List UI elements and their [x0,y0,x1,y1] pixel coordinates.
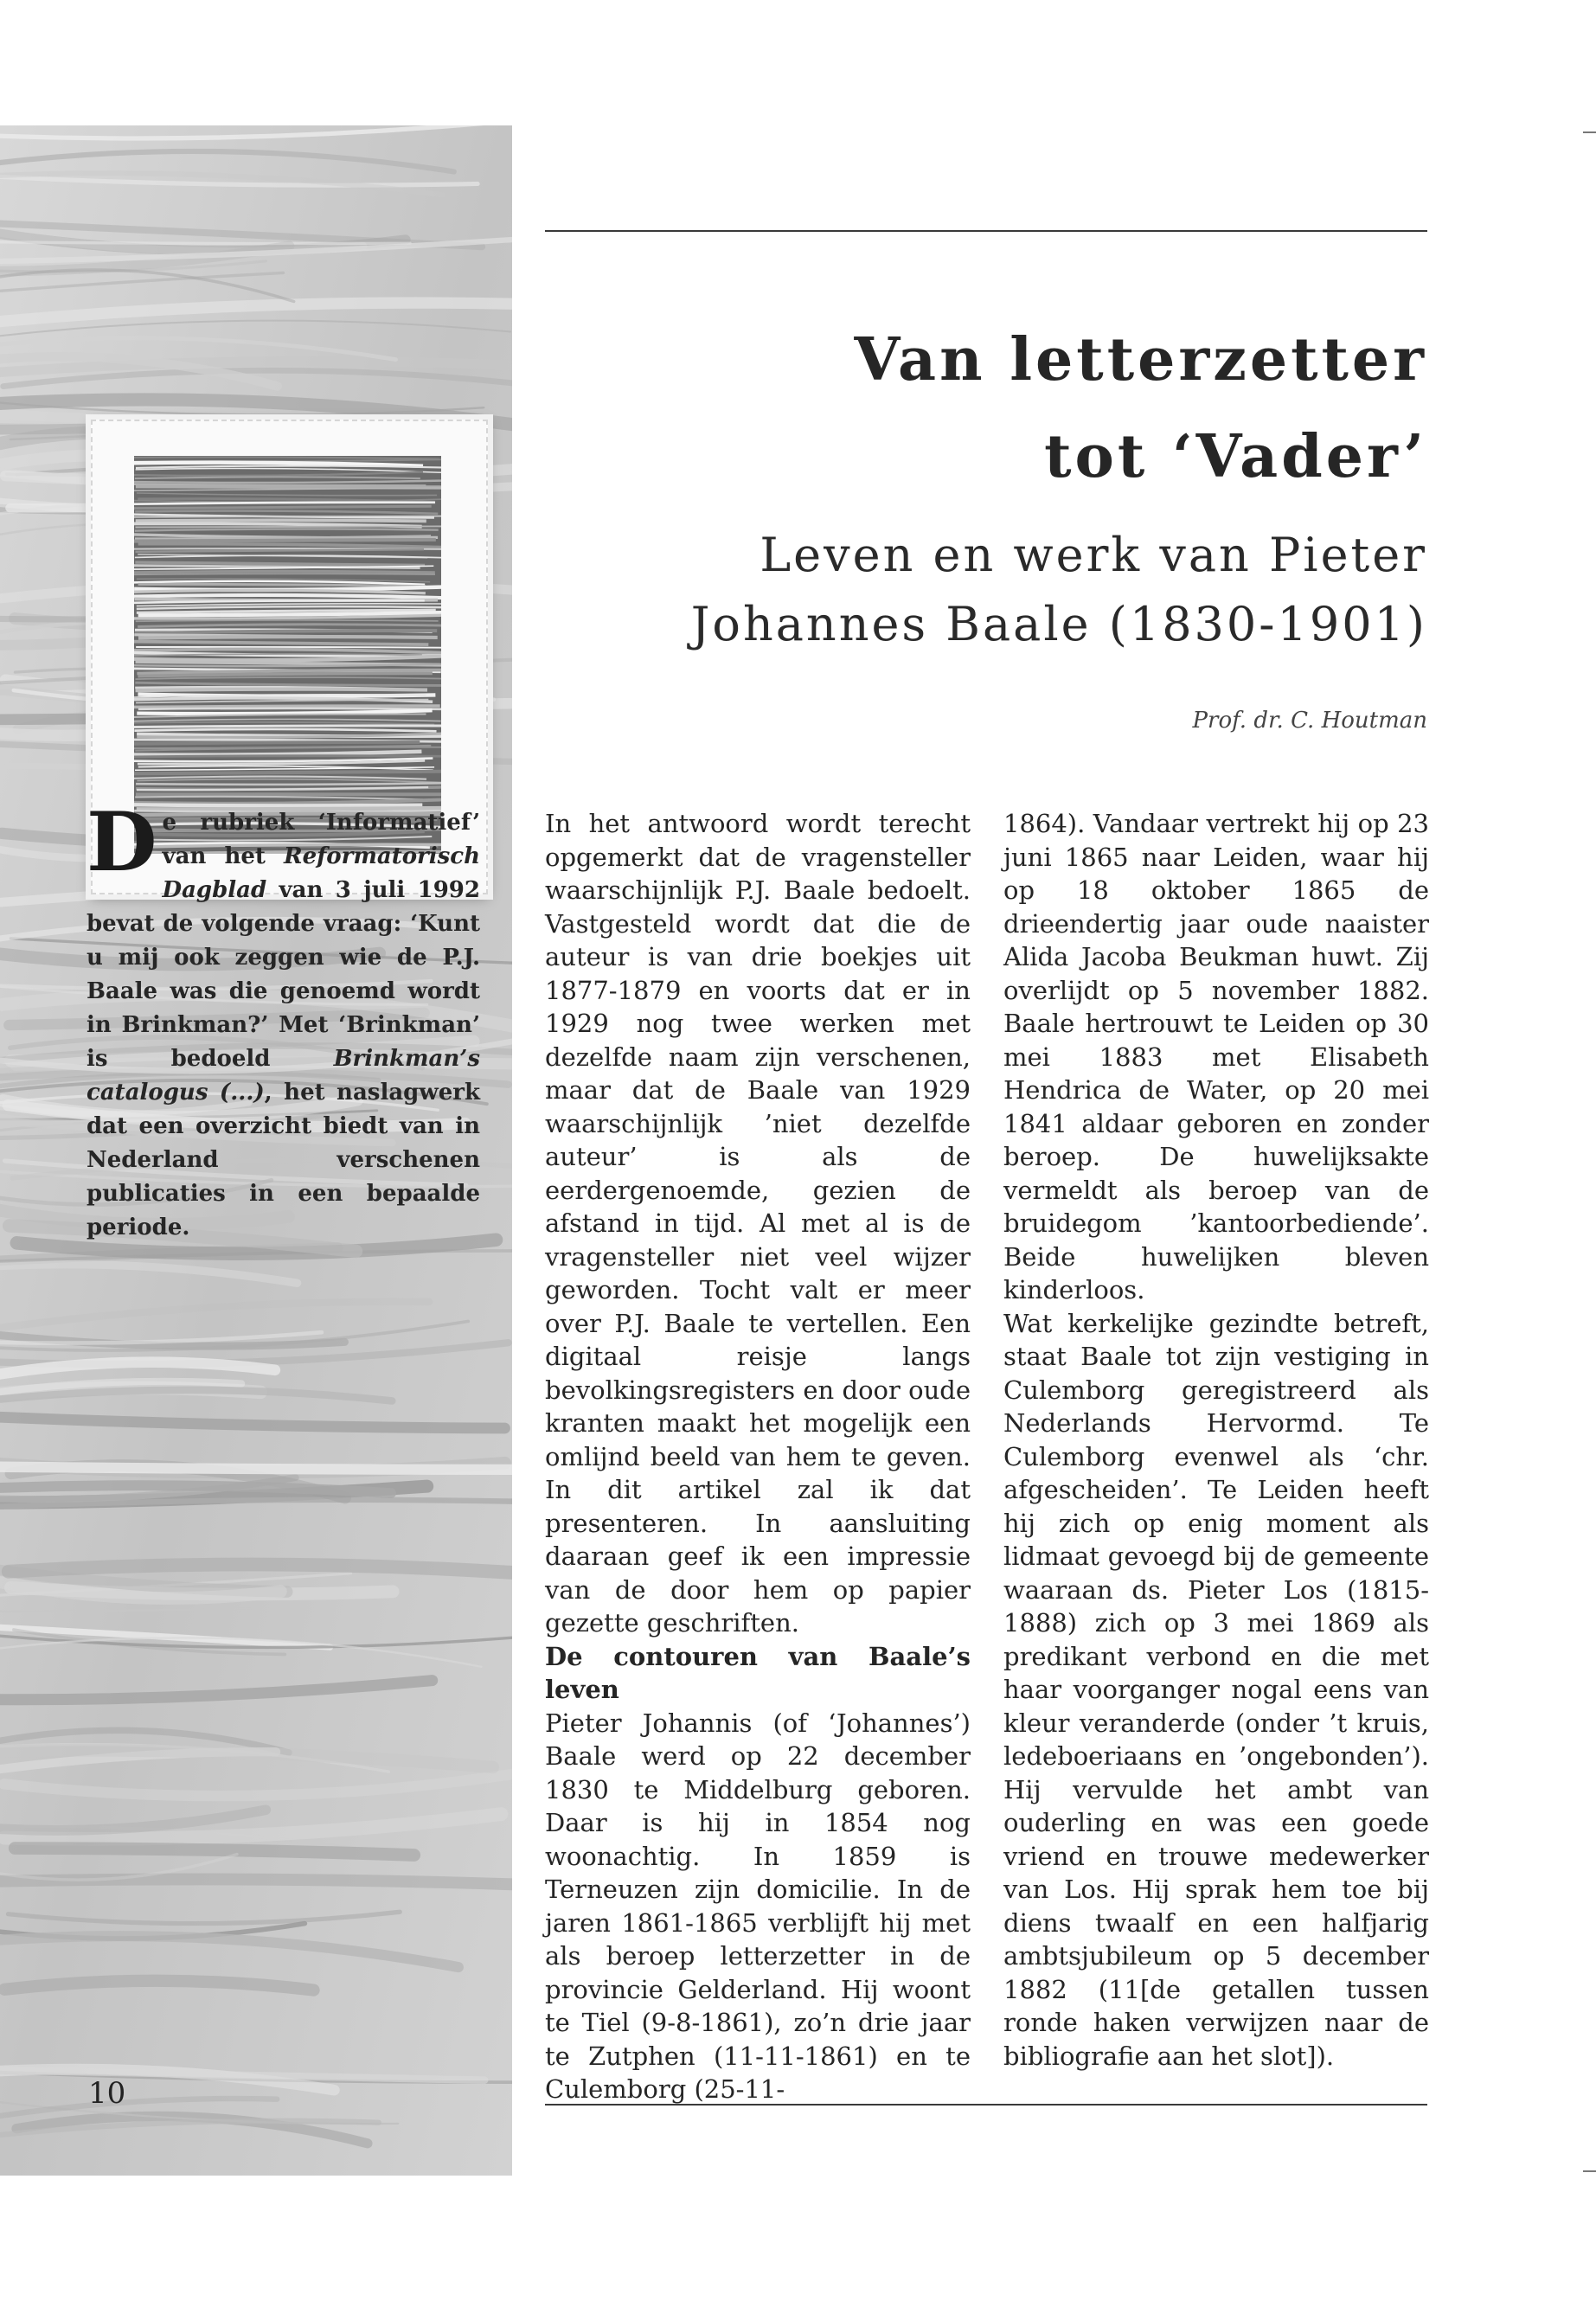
section-heading: De contouren van Baale’s leven [545,1641,971,1704]
bottom-rule [545,2104,1427,2106]
drop-cap: D [87,795,157,890]
intro-text [87,795,480,1245]
title-line-1: Van letterzetter [854,325,1427,394]
paper-stack-photo [134,456,441,854]
title-line-2: tot ‘Vader’ [1044,422,1427,491]
text-column-2 [1003,807,1429,2073]
column2-paragraph-1: 1864). Vandaar vertrekt hij op 23 juni 1865 naar Leiden, waar hij op 18 oktober 1865 de drieendertig jaar oude naaister Alida Jacoba Beukman huwt. Zij overlijdt op 5 november 1882. Baale hertrouwt te Leiden op 30 mei 1883 met Elisabeth Hendrica de Water, op 20 mei 1841 aldaar geboren en zonder beroep. De huwelijksakte vermeldt als beroep van de bruidegom ’kantoorbediende’. Beide huwelijken bleven kinderloos. [1003,809,1429,1304]
page-number: 10 [88,2076,126,2111]
crop-mark-top [1583,131,1596,133]
intro-catalogue-name: Brinkman’s catalogus (...) [87,1046,480,1106]
column2-paragraph-2: Wat kerkelijke gezindte betreft, staat Baale tot zijn vestiging in Culemborg geregistreerd als Nederlands Hervormd. Te Culemborg evenwel als ‘chr. afgescheiden’. Te Leiden heeft hij zich op enig moment als lidmaat gevoegd bij de gemeente waaraan ds. Pieter Los (1815-1888) zich op 3 mei 1869 als predikant verbond en die met haar voorganger nogal eens van kleur veranderde (onder ’t kruis, ledeboeriaans en ’ongebonden’). Hij vervulde het ambt van ouderling en was een goede vriend en trouwe medewerker van Los. Hij sprak hem toe bij diens twaalf en een halfjarig ambtsjubileum op 5 december 1882 (11[de getallen tussen ronde haken verwijzen naar de bibliografie aan het slot]). [1003,1308,1429,2071]
top-rule [545,230,1427,232]
subtitle-line-2: Johannes Baale (1830-1901) [690,597,1427,651]
subtitle-line-1: Leven en werk van Pieter [760,528,1427,582]
text-column-1 [545,807,971,2106]
crop-mark-bottom [1583,2170,1596,2172]
intro-text-part3: , het naslagwerk dat een overzicht biedt van in Nederland verschenen publicaties in een bepaalde periode. [87,1080,480,1240]
article-title [562,311,1427,505]
intro-text-part1: e rubriek ‘Informatief’ van het [162,810,480,869]
article-subtitle [562,521,1427,659]
intro-text-part2: van 3 juli 1992 bevat de volgende vraag: ‘Kunt u mij ook zeggen wie de P.J. Baale was die genoemd wordt in Brinkman?’ Met ‘Brinkman’ is bedoeld [87,877,480,1072]
intro-newspaper-name: Reformatorisch Dagblad [162,843,480,903]
column1-paragraph-2: Pieter Johannis (of ‘Johannes’) Baale werd op 22 december 1830 te Middelburg geboren. Daar is hij in 1854 nog woonachtig. In 1859 is Terneuzen zijn domicilie. In de jaren 1861-1865 verblijft hij met als beroep letterzetter in de provincie Gelderland. Hij woont te Tiel (9-8-1861), zo’n drie jaar te Zutphen (11-11-1861) en te Culemborg (25-11- [545,1708,971,2104]
author-byline: Prof. dr. C. Houtman [1192,708,1427,734]
column1-paragraph-1: In het antwoord wordt terecht opgemerkt dat de vragensteller waarschijnlijk P.J. Baale bedoelt. Vastgesteld wordt dat die de auteur is van drie boekjes uit 1877-1879 en voorts dat er in 1929 nog twee werken met dezelfde naam zijn verschenen, maar dat de Baale van 1929 waarschijnlijk ’niet dezelfde auteur’ is als de eerdergenoemde, gezien de afstand in tijd. Al met al is de vragensteller niet veel wijzer geworden. Tocht valt er meer over P.J. Baale te vertellen. Een digitaal reisje langs bevolkingsregisters en door oude kranten maakt het mogelijk een omlijnd beeld van hem te geven. In dit artikel zal ik dat presenteren. In aansluiting daaraan geef ik een impressie van de door hem op papier gezette geschriften. [545,809,971,1638]
